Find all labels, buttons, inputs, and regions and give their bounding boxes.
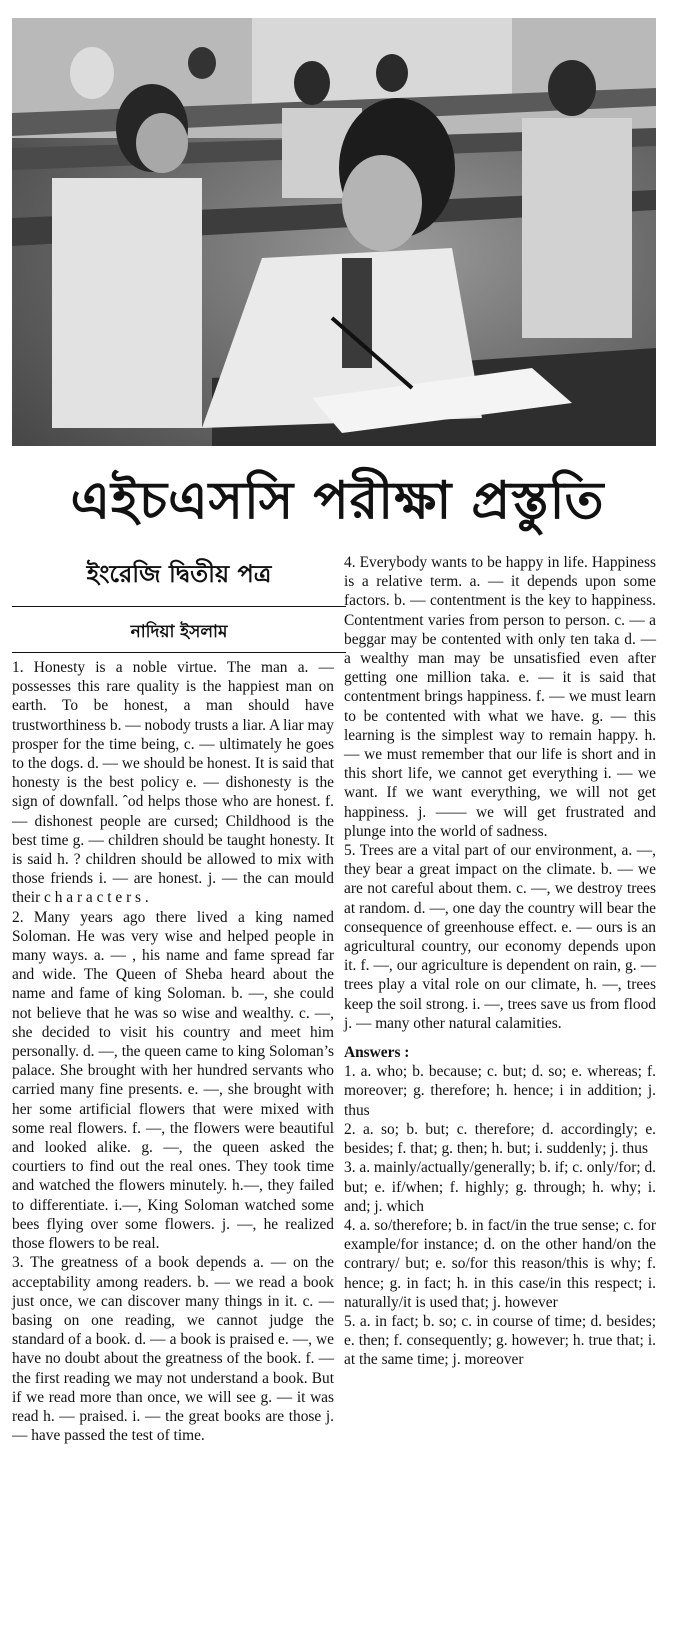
answer-3: 3. a. mainly/actually/generally; b. if; c. only/for; d. but; e. if/when; f. highly; g. through; h. why; i. and; j. which <box>344 1159 656 1215</box>
headline: এইচএসসি পরীক্ষা প্রস্তুতি <box>70 471 605 531</box>
passage-2: 2. Many years ago there lived a king named Soloman. He was very wise and helped people in many ways. a. — , his name and fame spread far and wide. The Queen of Sheba heard about the name and fame of king Soloman. b. —, she could not believe that he was so wise and wealthy. c. —, she decided to visit his country and meet him personally. d. —, the queen came to king Soloman’s palace. She brought with her hundred servants who carried many fine presents. e. —, she brought with her some artificial flowers that were mixed with some real flowers. f. —, the flowers were beautiful and looked alike. g. —, the queen asked the courtiers to find out the real ones. They took time and watched the flowers minutely. h.—, they failed to differentiate. i.—, King Soloman watched some bees flying over some flowers. j. —, he realized those flowers to be real. <box>12 908 334 1253</box>
passage-3: 3. The greatness of a book depends a. — on the acceptability among readers. b. — we read a book just once, we can discover many things in it. c. — basing on one reading, we cannot judge the standard of a book. d. — a book is praised e. —, we have no doubt about the greatness of the book. f. — the first reading we may not understand a book. But if we read more than once, we will see g. — it was read h. — praised. i. — the great books are those j. — have passed the test of time. <box>12 1254 334 1445</box>
students-writing-exam-photo <box>12 18 656 446</box>
passage-4: 4. Everybody wants to be happy in life. Happiness is a relative term. a. — it depends upon some factors. b. — contentment is the key to happiness. Contentment varies from person to person. c. — a beggar may be contented with only ten taka d. — a wealthy man may be unsatisfied even after getting one million taka. e. — it is said that contentment brings happiness. f. — we must learn to be contented with what we have. g. — this learning is the simplest way to remain happy. h. — we must remember that our life is short and in this short life, we cannot get everything i. — we want. If we want everything, we will not get happiness. j. —— we will get frustrated and plunge into the world of sadness. <box>344 554 656 840</box>
author-byline: নাদিয়া ইসলাম <box>130 622 228 642</box>
answers-heading: Answers : <box>344 1044 410 1062</box>
answer-5: 5. a. in fact; b. so; c. in course of time; d. besides; e. then; f. consequently; g. however; h. true that; i. at the same time; j. moreover <box>344 1312 656 1369</box>
right-column <box>344 553 656 1370</box>
photo-illustration <box>12 18 656 446</box>
subtitle: ইংরেজি দ্বিতীয় পত্র <box>86 560 272 588</box>
left-column <box>12 658 334 1445</box>
answer-1: 1. a. who; b. because; c. but; d. so; e. whereas; f. moreover; g. therefore; h. hence; i in addition; j. thus <box>344 1063 656 1119</box>
divider-top <box>12 606 346 607</box>
answer-4: 4. a. so/therefore; b. in fact/in the true sense; c. for example/for instance; d. on the other hand/on the contrary/ but; e. so/for this reason/this is why; f. hence; g. in fact; h. in this case/in this respect; i. naturally/it is used that; j. however <box>344 1216 656 1311</box>
passage-5: 5. Trees are a vital part of our environment, a. —, they bear a great impact on the climate. b. — we are not careful about them. c. —, we destroy trees at random. d. —, one day the country will bear the consequence of greenhouse effect. e. — ours is an agricultural country, our economy depends upon it. f. —, our agriculture is dependent on rain, g. — trees play a vital role on our climate, h. —, trees keep the soil strong. i. —, trees save us from flood j. — many other natural calamities. <box>344 842 656 1032</box>
divider-bottom <box>12 652 346 653</box>
passage-1: 1. Honesty is a noble virtue. The man a. — possesses this rare quality is the happiest man on earth. To be honest, a man should have trustworthiness b. — nobody trusts a liar. A liar may prosper for the time being, c. — ultimately he goes to the dogs. d. — we should be honest. It is said that honesty is the best policy e. — dishonesty is the sign of downfall. ˆod helps those who are honest. f. — dishonest people are cursed; Childhood is the best time g. — children should be taught honesty. It is said h. ? children should be allowed to mix with those friends i. — are honest. j. — the can mould their c h a r a c t e r s . <box>12 659 334 907</box>
answer-2: 2. a. so; b. but; c. therefore; d. accordingly; e. besides; f. that; g. then; h. but; i. suddenly; j. thus <box>344 1120 656 1158</box>
